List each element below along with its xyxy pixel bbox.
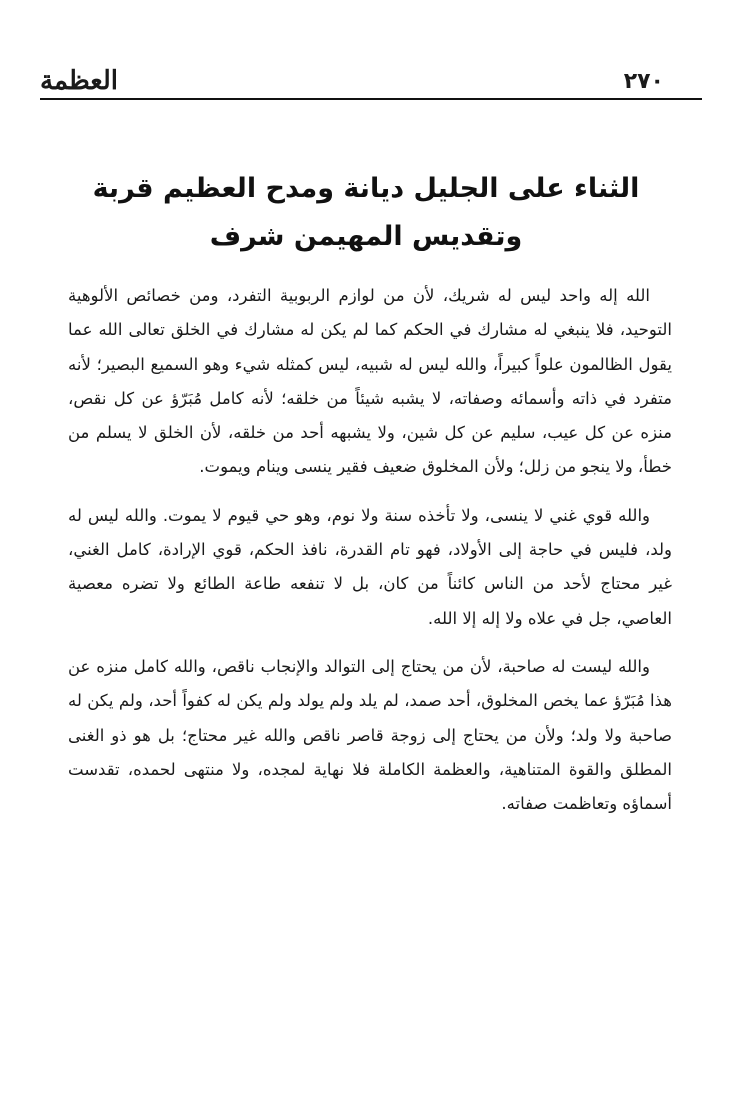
section-heading-line-2: وتقديس المهيمن شرف: [209, 221, 523, 252]
paragraph-2: والله قوي غني لا ينسى، ولا تأخذه سنة ولا نوم، وهو حي قيوم لا يموت. والله ليس له ولد، فليس في حاجة إلى الأولاد، فهو تام القدرة، نافذ الحكم، قوي الإرادة، كامل الغني، غير محتاج لأحد من الناس كائناً من كان، بل لا تنفعه طاعة الطائع ولا تضره معصية العاصي، جل في علاه ولا إله إلا الله.: [68, 505, 672, 628]
section-heading: [60, 165, 672, 261]
section-heading-line-1: الثناء على الجليل ديانة ومدح العظيم قربة: [92, 173, 640, 204]
paragraph-1: الله إله واحد ليس له شريك، لأن من لوازم الربوبية التفرد، ومن خصائص الألوهية التوحيد، فلا ينبغي له مشارك في الحكم كما لم يكن له مشارك في الخلق تعالى الله عما يقول الظالمون علواً كبيراً، والله ليس له شبيه، ليس كمثله شيء وهو السميع البصير؛ لأنه متفرد في ذاته وأسمائه وصفاته، لا يشبه شيئاً من خلقه؛ لأنه كامل مُبَرّؤ عن كل نقص، منزه عن كل عيب، سليم عن كل شين، ولا يشبهه أحد من خلقه، لأن الخلق لا يسلم من خطأ، ولا ينجو من زلل؛ ولأن المخلوق ضعيف فقير ينسى وينام ويموت.: [68, 286, 672, 477]
running-title: العظمة: [40, 66, 118, 96]
page-number: ٢٧٠: [623, 69, 664, 94]
body-text: [68, 279, 672, 835]
header-rule: [40, 98, 702, 100]
paragraph-3: والله ليست له صاحبة، لأن من يحتاج إلى التوالد والإنجاب ناقص، والله كامل منزه عن هذا مُبَرّؤ عما يخص المخلوق، أحد صمد، لم يلد ولم يولد ولم يكن له كفواً أحد، ولم يكن له صاحبة ولا ولد؛ ولأن من يحتاج إلى زوجة قاصر ناقص والله غير محتاج؛ بل هو ذو الغنى المطلق والقوة المتناهية، والعظمة الكاملة فلا نهاية لمجده، ولا منتهى لحمده، تقدست أسماؤه وتعاظمت صفاته.: [68, 656, 672, 814]
page-header: [40, 62, 702, 102]
